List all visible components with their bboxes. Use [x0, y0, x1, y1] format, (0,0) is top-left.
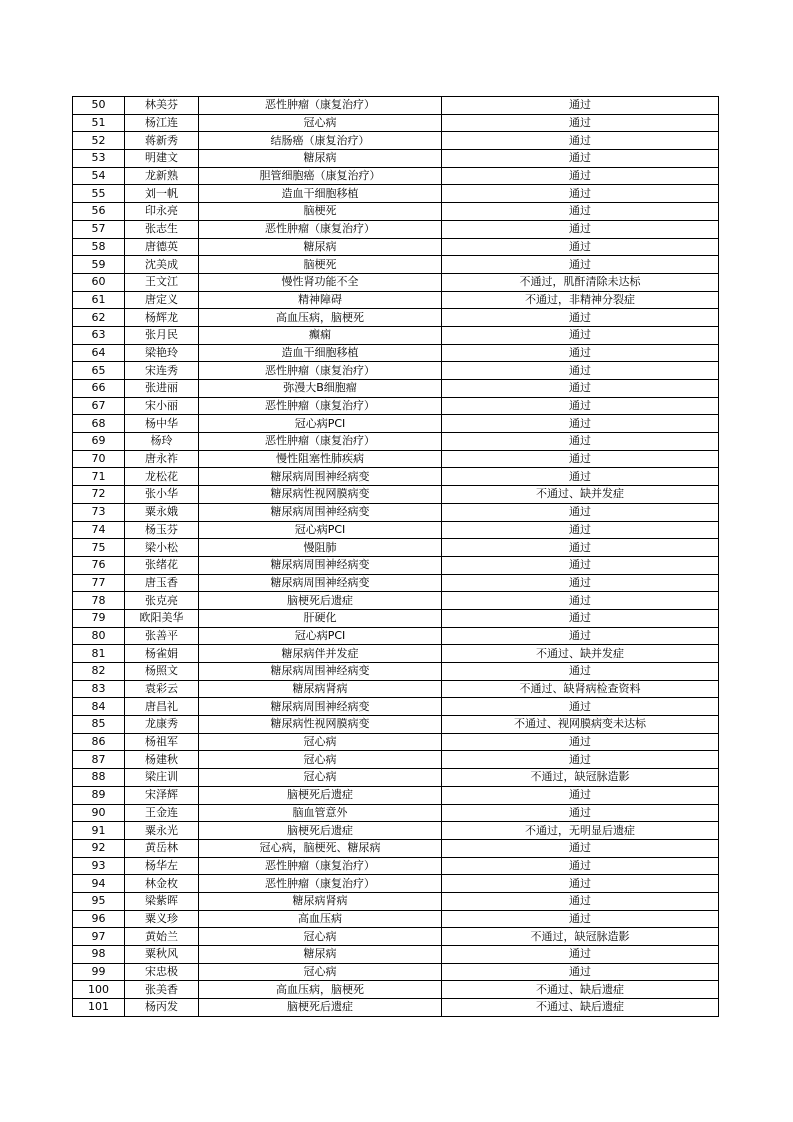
- diagnosis-cell: 冠心病PCI: [199, 415, 442, 433]
- diagnosis-cell: 糖尿病周围神经病变: [199, 503, 442, 521]
- table-row: [73, 132, 719, 150]
- diagnosis-cell: 脑梗死后遗症: [199, 822, 442, 840]
- name-cell: 蒋新秀: [125, 132, 199, 150]
- table-row: [73, 574, 719, 592]
- result-cell: 不通过、缺肾病检查资料: [442, 680, 719, 698]
- diagnosis-cell: 慢性肾功能不全: [199, 273, 442, 291]
- result-cell: 不通过、视网膜病变未达标: [442, 716, 719, 734]
- diagnosis-cell: 糖尿病周围神经病变: [199, 698, 442, 716]
- table-row: [73, 150, 719, 168]
- table-row: [73, 539, 719, 557]
- result-cell: 不通过、缺并发症: [442, 645, 719, 663]
- diagnosis-cell: 脑梗死后遗症: [199, 999, 442, 1017]
- table-row: [73, 645, 719, 663]
- row-number-cell: 61: [73, 291, 125, 309]
- name-cell: 杨玉芬: [125, 521, 199, 539]
- table-row: [73, 273, 719, 291]
- result-cell: 通过: [442, 450, 719, 468]
- diagnosis-cell: 糖尿病周围神经病变: [199, 556, 442, 574]
- diagnosis-cell: 糖尿病性视网膜病变: [199, 716, 442, 734]
- name-cell: 粟义珍: [125, 910, 199, 928]
- table-row: [73, 486, 719, 504]
- diagnosis-cell: 高血压病: [199, 910, 442, 928]
- row-number-cell: 53: [73, 150, 125, 168]
- result-cell: 通过: [442, 609, 719, 627]
- table-row: [73, 999, 719, 1017]
- name-cell: 黄岳林: [125, 839, 199, 857]
- row-number-cell: 52: [73, 132, 125, 150]
- diagnosis-cell: 高血压病，脑梗死: [199, 981, 442, 999]
- result-cell: 通过: [442, 804, 719, 822]
- row-number-cell: 89: [73, 786, 125, 804]
- diagnosis-cell: 胆管细胞癌（康复治疗）: [199, 167, 442, 185]
- name-cell: 宋泽辉: [125, 786, 199, 804]
- diagnosis-cell: 糖尿病周围神经病变: [199, 574, 442, 592]
- name-cell: 杨玲: [125, 433, 199, 451]
- name-cell: 杨建秋: [125, 751, 199, 769]
- table-row: [73, 433, 719, 451]
- row-number-cell: 79: [73, 609, 125, 627]
- result-cell: 通过: [442, 910, 719, 928]
- name-cell: 沈美成: [125, 256, 199, 274]
- row-number-cell: 82: [73, 663, 125, 681]
- name-cell: 宋小丽: [125, 397, 199, 415]
- table-row: [73, 892, 719, 910]
- name-cell: 杨江连: [125, 114, 199, 132]
- table-row: [73, 521, 719, 539]
- row-number-cell: 78: [73, 592, 125, 610]
- result-cell: 不通过、缺后遗症: [442, 981, 719, 999]
- diagnosis-cell: 糖尿病: [199, 238, 442, 256]
- row-number-cell: 99: [73, 963, 125, 981]
- diagnosis-cell: 冠心病: [199, 751, 442, 769]
- diagnosis-cell: 脑梗死: [199, 256, 442, 274]
- name-cell: 粟秋风: [125, 946, 199, 964]
- result-cell: 不通过，肌酐清除未达标: [442, 273, 719, 291]
- name-cell: 黄始兰: [125, 928, 199, 946]
- row-number-cell: 97: [73, 928, 125, 946]
- diagnosis-cell: 慢阻肺: [199, 539, 442, 557]
- table-row: [73, 769, 719, 787]
- row-number-cell: 98: [73, 946, 125, 964]
- table-row: [73, 663, 719, 681]
- result-cell: 通过: [442, 556, 719, 574]
- name-cell: 张小华: [125, 486, 199, 504]
- name-cell: 唐定义: [125, 291, 199, 309]
- name-cell: 张进丽: [125, 380, 199, 398]
- diagnosis-cell: 恶性肿瘤（康复治疗）: [199, 397, 442, 415]
- table-row: [73, 928, 719, 946]
- table-row: [73, 822, 719, 840]
- result-cell: 通过: [442, 344, 719, 362]
- name-cell: 梁紫晖: [125, 892, 199, 910]
- row-number-cell: 91: [73, 822, 125, 840]
- name-cell: 龙康秀: [125, 716, 199, 734]
- row-number-cell: 93: [73, 857, 125, 875]
- diagnosis-cell: 弥漫大B细胞瘤: [199, 380, 442, 398]
- result-cell: 通过: [442, 733, 719, 751]
- row-number-cell: 55: [73, 185, 125, 203]
- row-number-cell: 57: [73, 220, 125, 238]
- table-row: [73, 450, 719, 468]
- row-number-cell: 96: [73, 910, 125, 928]
- result-cell: 通过: [442, 256, 719, 274]
- result-cell: 不通过，缺冠脉造影: [442, 769, 719, 787]
- name-cell: 张志生: [125, 220, 199, 238]
- table-row: [73, 468, 719, 486]
- result-cell: 通过: [442, 963, 719, 981]
- diagnosis-cell: 冠心病，脑梗死、糖尿病: [199, 839, 442, 857]
- results-table: [72, 96, 719, 1017]
- table-row: [73, 362, 719, 380]
- result-cell: 不通过、缺并发症: [442, 486, 719, 504]
- row-number-cell: 95: [73, 892, 125, 910]
- diagnosis-cell: 慢性阻塞性肺疾病: [199, 450, 442, 468]
- table-row: [73, 256, 719, 274]
- name-cell: 林美芬: [125, 97, 199, 115]
- result-cell: 通过: [442, 592, 719, 610]
- table-row: [73, 203, 719, 221]
- name-cell: 明建文: [125, 150, 199, 168]
- diagnosis-cell: 癫痫: [199, 326, 442, 344]
- row-number-cell: 64: [73, 344, 125, 362]
- row-number-cell: 70: [73, 450, 125, 468]
- name-cell: 杨祖军: [125, 733, 199, 751]
- row-number-cell: 83: [73, 680, 125, 698]
- result-cell: 通过: [442, 433, 719, 451]
- result-cell: 通过: [442, 627, 719, 645]
- name-cell: 梁小松: [125, 539, 199, 557]
- name-cell: 杨华左: [125, 857, 199, 875]
- table-row: [73, 291, 719, 309]
- row-number-cell: 67: [73, 397, 125, 415]
- row-number-cell: 94: [73, 875, 125, 893]
- name-cell: 杨丙发: [125, 999, 199, 1017]
- result-cell: 通过: [442, 415, 719, 433]
- result-cell: 通过: [442, 698, 719, 716]
- diagnosis-cell: 恶性肿瘤（康复治疗）: [199, 97, 442, 115]
- table-row: [73, 309, 719, 327]
- diagnosis-cell: 恶性肿瘤（康复治疗）: [199, 362, 442, 380]
- name-cell: 张美香: [125, 981, 199, 999]
- name-cell: 杨照文: [125, 663, 199, 681]
- diagnosis-cell: 精神障碍: [199, 291, 442, 309]
- row-number-cell: 71: [73, 468, 125, 486]
- result-cell: 通过: [442, 786, 719, 804]
- name-cell: 粟永光: [125, 822, 199, 840]
- result-cell: 通过: [442, 521, 719, 539]
- table-row: [73, 839, 719, 857]
- table-row: [73, 415, 719, 433]
- name-cell: 杨雀娟: [125, 645, 199, 663]
- row-number-cell: 74: [73, 521, 125, 539]
- table-row: [73, 751, 719, 769]
- name-cell: 梁庄训: [125, 769, 199, 787]
- name-cell: 林金枚: [125, 875, 199, 893]
- name-cell: 唐昌礼: [125, 698, 199, 716]
- name-cell: 唐德英: [125, 238, 199, 256]
- diagnosis-cell: 糖尿病周围神经病变: [199, 468, 442, 486]
- table-row: [73, 875, 719, 893]
- result-cell: 通过: [442, 468, 719, 486]
- table-row: [73, 556, 719, 574]
- row-number-cell: 87: [73, 751, 125, 769]
- diagnosis-cell: 肝硬化: [199, 609, 442, 627]
- table-row: [73, 981, 719, 999]
- name-cell: 欧阳美华: [125, 609, 199, 627]
- row-number-cell: 76: [73, 556, 125, 574]
- result-cell: 通过: [442, 380, 719, 398]
- diagnosis-cell: 糖尿病周围神经病变: [199, 663, 442, 681]
- result-cell: 通过: [442, 326, 719, 344]
- name-cell: 粟永娥: [125, 503, 199, 521]
- row-number-cell: 69: [73, 433, 125, 451]
- table-row: [73, 326, 719, 344]
- table-row: [73, 963, 719, 981]
- diagnosis-cell: 冠心病: [199, 733, 442, 751]
- name-cell: 宋连秀: [125, 362, 199, 380]
- name-cell: 宋忠极: [125, 963, 199, 981]
- result-cell: 通过: [442, 132, 719, 150]
- row-number-cell: 101: [73, 999, 125, 1017]
- diagnosis-cell: 造血干细胞移植: [199, 185, 442, 203]
- result-cell: 通过: [442, 362, 719, 380]
- row-number-cell: 100: [73, 981, 125, 999]
- diagnosis-cell: 冠心病: [199, 928, 442, 946]
- diagnosis-cell: 糖尿病肾病: [199, 892, 442, 910]
- row-number-cell: 59: [73, 256, 125, 274]
- result-cell: 不通过，非精神分裂症: [442, 291, 719, 309]
- diagnosis-cell: 糖尿病肾病: [199, 680, 442, 698]
- row-number-cell: 68: [73, 415, 125, 433]
- name-cell: 杨中华: [125, 415, 199, 433]
- table-row: [73, 238, 719, 256]
- table-row: [73, 185, 719, 203]
- diagnosis-cell: 高血压病，脑梗死: [199, 309, 442, 327]
- row-number-cell: 56: [73, 203, 125, 221]
- table-row: [73, 397, 719, 415]
- diagnosis-cell: 糖尿病性视网膜病变: [199, 486, 442, 504]
- name-cell: 张绪花: [125, 556, 199, 574]
- diagnosis-cell: 冠心病: [199, 963, 442, 981]
- table-row: [73, 680, 719, 698]
- result-cell: 通过: [442, 751, 719, 769]
- diagnosis-cell: 脑梗死后遗症: [199, 592, 442, 610]
- name-cell: 王文江: [125, 273, 199, 291]
- result-cell: 通过: [442, 167, 719, 185]
- result-cell: 通过: [442, 397, 719, 415]
- row-number-cell: 72: [73, 486, 125, 504]
- table-row: [73, 97, 719, 115]
- table-row: [73, 609, 719, 627]
- row-number-cell: 73: [73, 503, 125, 521]
- table-row: [73, 503, 719, 521]
- name-cell: 印永亮: [125, 203, 199, 221]
- diagnosis-cell: 冠心病: [199, 114, 442, 132]
- diagnosis-cell: 糖尿病: [199, 946, 442, 964]
- table-row: [73, 592, 719, 610]
- result-cell: 通过: [442, 203, 719, 221]
- name-cell: 龙新熟: [125, 167, 199, 185]
- name-cell: 唐玉香: [125, 574, 199, 592]
- diagnosis-cell: 糖尿病: [199, 150, 442, 168]
- row-number-cell: 62: [73, 309, 125, 327]
- row-number-cell: 80: [73, 627, 125, 645]
- name-cell: 袁彩云: [125, 680, 199, 698]
- name-cell: 刘一帆: [125, 185, 199, 203]
- table-row: [73, 910, 719, 928]
- results-table-body: [73, 97, 719, 1017]
- result-cell: 通过: [442, 238, 719, 256]
- result-cell: 通过: [442, 220, 719, 238]
- row-number-cell: 50: [73, 97, 125, 115]
- result-cell: 通过: [442, 946, 719, 964]
- table-row: [73, 698, 719, 716]
- name-cell: 张善平: [125, 627, 199, 645]
- table-row: [73, 946, 719, 964]
- result-cell: 通过: [442, 839, 719, 857]
- result-cell: 不通过，缺冠脉造影: [442, 928, 719, 946]
- row-number-cell: 60: [73, 273, 125, 291]
- name-cell: 龙松花: [125, 468, 199, 486]
- row-number-cell: 92: [73, 839, 125, 857]
- result-cell: 不通过，无明显后遗症: [442, 822, 719, 840]
- table-row: [73, 344, 719, 362]
- table-row: [73, 114, 719, 132]
- result-cell: 通过: [442, 97, 719, 115]
- row-number-cell: 85: [73, 716, 125, 734]
- row-number-cell: 84: [73, 698, 125, 716]
- row-number-cell: 86: [73, 733, 125, 751]
- result-cell: 通过: [442, 574, 719, 592]
- diagnosis-cell: 冠心病PCI: [199, 627, 442, 645]
- diagnosis-cell: 恶性肿瘤（康复治疗）: [199, 875, 442, 893]
- table-row: [73, 716, 719, 734]
- table-row: [73, 804, 719, 822]
- row-number-cell: 75: [73, 539, 125, 557]
- table-row: [73, 220, 719, 238]
- diagnosis-cell: 脑血管意外: [199, 804, 442, 822]
- name-cell: 梁艳玲: [125, 344, 199, 362]
- name-cell: 唐永祚: [125, 450, 199, 468]
- row-number-cell: 54: [73, 167, 125, 185]
- result-cell: 通过: [442, 503, 719, 521]
- table-row: [73, 857, 719, 875]
- row-number-cell: 58: [73, 238, 125, 256]
- diagnosis-cell: 恶性肿瘤（康复治疗）: [199, 857, 442, 875]
- row-number-cell: 81: [73, 645, 125, 663]
- result-cell: 通过: [442, 663, 719, 681]
- table-row: [73, 786, 719, 804]
- diagnosis-cell: 造血干细胞移植: [199, 344, 442, 362]
- row-number-cell: 63: [73, 326, 125, 344]
- table-row: [73, 380, 719, 398]
- result-cell: 通过: [442, 114, 719, 132]
- result-cell: 通过: [442, 309, 719, 327]
- row-number-cell: 77: [73, 574, 125, 592]
- result-cell: 通过: [442, 875, 719, 893]
- name-cell: 杨辉龙: [125, 309, 199, 327]
- table-row: [73, 167, 719, 185]
- row-number-cell: 66: [73, 380, 125, 398]
- name-cell: 王金连: [125, 804, 199, 822]
- table-row: [73, 733, 719, 751]
- row-number-cell: 88: [73, 769, 125, 787]
- table-row: [73, 627, 719, 645]
- name-cell: 张月民: [125, 326, 199, 344]
- result-cell: 不通过、缺后遗症: [442, 999, 719, 1017]
- result-cell: 通过: [442, 892, 719, 910]
- diagnosis-cell: 冠心病PCI: [199, 521, 442, 539]
- diagnosis-cell: 恶性肿瘤（康复治疗）: [199, 220, 442, 238]
- row-number-cell: 51: [73, 114, 125, 132]
- diagnosis-cell: 恶性肿瘤（康复治疗）: [199, 433, 442, 451]
- diagnosis-cell: 脑梗死: [199, 203, 442, 221]
- name-cell: 张克亮: [125, 592, 199, 610]
- row-number-cell: 65: [73, 362, 125, 380]
- diagnosis-cell: 结肠癌（康复治疗）: [199, 132, 442, 150]
- result-cell: 通过: [442, 539, 719, 557]
- result-cell: 通过: [442, 150, 719, 168]
- result-cell: 通过: [442, 185, 719, 203]
- diagnosis-cell: 脑梗死后遗症: [199, 786, 442, 804]
- result-cell: 通过: [442, 857, 719, 875]
- row-number-cell: 90: [73, 804, 125, 822]
- diagnosis-cell: 糖尿病伴并发症: [199, 645, 442, 663]
- diagnosis-cell: 冠心病: [199, 769, 442, 787]
